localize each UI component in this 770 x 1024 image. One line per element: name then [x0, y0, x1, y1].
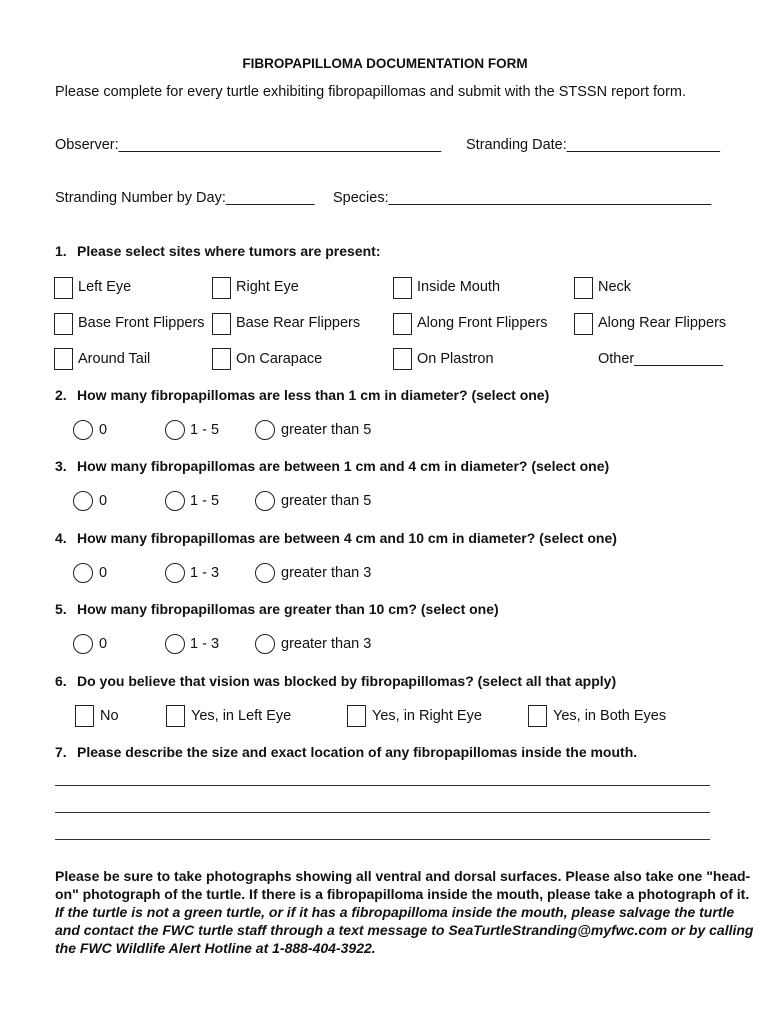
- radio-q2-1-5[interactable]: [165, 420, 185, 440]
- option-label: Neck: [598, 279, 632, 295]
- checkbox-neck[interactable]: [574, 277, 593, 299]
- radio-q2-0[interactable]: [73, 420, 93, 440]
- q7-number: 7.: [55, 744, 67, 760]
- option-label: Inside Mouth: [417, 279, 501, 295]
- option-label: 0: [99, 493, 108, 509]
- option-label: Along Front Flippers: [417, 315, 548, 331]
- checkbox-base-rear-flippers[interactable]: [212, 313, 231, 335]
- radio-q3-1-5[interactable]: [165, 491, 185, 511]
- option-label: Yes, in Left Eye: [191, 708, 292, 724]
- form-instructions: Please complete for every turtle exhibiting fibropapillomas and submit with the STSSN report form.: [55, 84, 687, 100]
- q4-number: 4.: [55, 530, 67, 546]
- option-label: 0: [99, 422, 108, 438]
- checkbox-around-tail[interactable]: [54, 348, 73, 370]
- option-label: Left Eye: [78, 279, 132, 295]
- option-label: Base Front Flippers: [78, 315, 205, 331]
- radio-q3-greater[interactable]: [255, 491, 275, 511]
- option-label: Base Rear Flippers: [236, 315, 361, 331]
- radio-q3-0[interactable]: [73, 491, 93, 511]
- option-label: 1 - 3: [190, 565, 220, 581]
- q1-number: 1.: [55, 243, 67, 259]
- observer-field[interactable]: Observer:________________________________________: [55, 137, 442, 153]
- checkbox-left-eye[interactable]: [54, 277, 73, 299]
- option-label: greater than 5: [281, 422, 372, 438]
- answer-line[interactable]: [55, 839, 710, 840]
- checkbox-on-plastron[interactable]: [393, 348, 412, 370]
- answer-line[interactable]: [55, 812, 710, 813]
- q5-number: 5.: [55, 601, 67, 617]
- radio-q4-1-3[interactable]: [165, 563, 185, 583]
- radio-q5-1-3[interactable]: [165, 634, 185, 654]
- q1-question: Please select sites where tumors are present:: [77, 243, 381, 259]
- option-label: 0: [99, 565, 108, 581]
- option-label: Yes, in Right Eye: [372, 708, 482, 724]
- form-title: FIBROPAPILLOMA DOCUMENTATION FORM: [242, 56, 528, 71]
- checkbox-vision-right-eye[interactable]: [347, 705, 366, 727]
- option-label: greater than 5: [281, 493, 372, 509]
- q6-question: Do you believe that vision was blocked by fibropapillomas? (select all that apply): [77, 673, 617, 689]
- option-label: 1 - 5: [190, 493, 220, 509]
- option-label: On Carapace: [236, 351, 323, 367]
- footer-italic-text: If the turtle is not a green turtle, or if it has a fibropapilloma inside the mouth, please salvage the turtle and contact the FWC turtle staff through a text message to SeaTurtleStranding@myfwc.com or by calling the FWC Wildlife Alert Hotline at 1-888-404-3922.: [55, 904, 754, 956]
- radio-q5-greater[interactable]: [255, 634, 275, 654]
- q2-question: How many fibropapillomas are less than 1 cm in diameter? (select one): [77, 387, 550, 403]
- q4-question: How many fibropapillomas are between 4 cm and 10 cm in diameter? (select one): [77, 530, 617, 546]
- q7-question: Please describe the size and exact location of any fibropapillomas inside the mouth.: [77, 744, 638, 760]
- other-field[interactable]: Other___________: [598, 351, 723, 367]
- option-label: greater than 3: [281, 636, 372, 652]
- checkbox-base-front-flippers[interactable]: [54, 313, 73, 335]
- checkbox-inside-mouth[interactable]: [393, 277, 412, 299]
- checkbox-along-front-flippers[interactable]: [393, 313, 412, 335]
- radio-q4-greater[interactable]: [255, 563, 275, 583]
- checkbox-right-eye[interactable]: [212, 277, 231, 299]
- option-label: 1 - 5: [190, 422, 220, 438]
- option-label: Yes, in Both Eyes: [553, 708, 667, 724]
- checkbox-vision-both-eyes[interactable]: [528, 705, 547, 727]
- footer-bold-text: Please be sure to take photographs showing all ventral and dorsal surfaces. Please also take one "head-on" photograph of the turtle. If there is a fibropapilloma inside the mouth, please take a photograph of it.: [55, 868, 751, 902]
- q3-number: 3.: [55, 458, 67, 474]
- q6-number: 6.: [55, 673, 67, 689]
- checkbox-along-rear-flippers[interactable]: [574, 313, 593, 335]
- checkbox-vision-left-eye[interactable]: [166, 705, 185, 727]
- radio-q4-0[interactable]: [73, 563, 93, 583]
- stranding-date-field[interactable]: Stranding Date:___________________: [466, 137, 720, 153]
- q2-number: 2.: [55, 387, 67, 403]
- option-label: greater than 3: [281, 565, 372, 581]
- option-label: 0: [99, 636, 108, 652]
- stranding-number-field[interactable]: Stranding Number by Day:___________: [55, 190, 315, 206]
- option-label: On Plastron: [417, 351, 494, 367]
- option-label: Right Eye: [236, 279, 299, 295]
- radio-q2-greater[interactable]: [255, 420, 275, 440]
- option-label: 1 - 3: [190, 636, 220, 652]
- species-field[interactable]: Species:________________________________________: [333, 190, 712, 206]
- answer-line[interactable]: [55, 785, 710, 786]
- option-label: No: [100, 708, 119, 724]
- checkbox-vision-no[interactable]: [75, 705, 94, 727]
- checkbox-on-carapace[interactable]: [212, 348, 231, 370]
- q3-question: How many fibropapillomas are between 1 cm and 4 cm in diameter? (select one): [77, 458, 610, 474]
- footer-note: [55, 867, 755, 957]
- radio-q5-0[interactable]: [73, 634, 93, 654]
- option-label: Around Tail: [78, 351, 151, 367]
- q5-question: How many fibropapillomas are greater than 10 cm? (select one): [77, 601, 499, 617]
- option-label: Along Rear Flippers: [598, 315, 727, 331]
